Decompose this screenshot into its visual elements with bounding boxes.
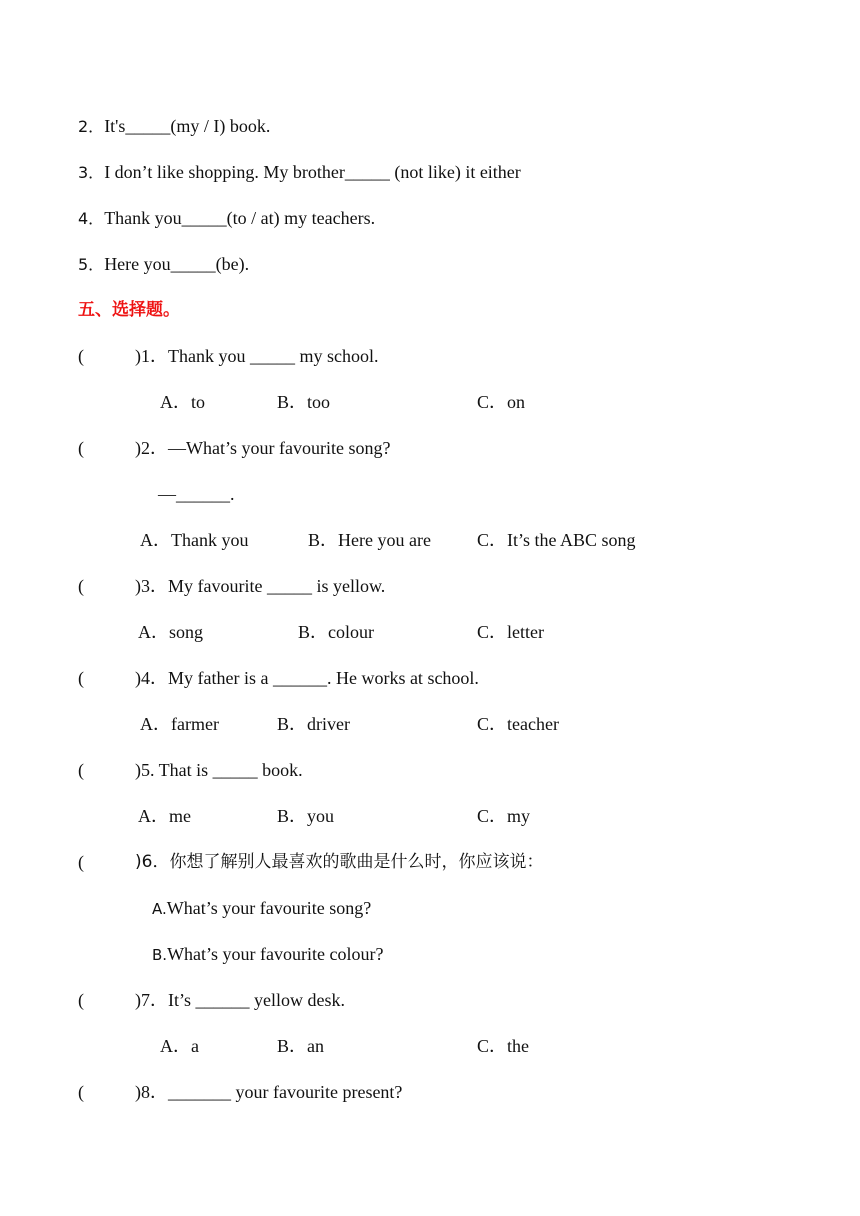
option-b: B．too xyxy=(277,392,331,412)
option-b: B．you xyxy=(277,806,335,826)
section-title: 五、选择题。 xyxy=(78,300,180,320)
option-a: A．a xyxy=(160,1036,199,1056)
option-text: What’s your favourite song? xyxy=(166,898,372,918)
question-8: )8．_______ your favourite present? xyxy=(135,1082,403,1102)
fill-item-2 xyxy=(78,114,270,139)
fill-item-3 xyxy=(78,160,521,185)
answer-paren-open: ( xyxy=(78,852,84,872)
question-7: )7．It’s ______ yellow desk. xyxy=(135,990,345,1010)
option-c: C．letter xyxy=(477,622,544,642)
answer-paren-open: ( xyxy=(78,760,84,780)
question-3: )3．My favourite _____ is yellow. xyxy=(135,576,386,596)
item-text: Here you_____(be). xyxy=(104,254,250,274)
item-text: I don’t like shopping. My brother_____ (not like) it either xyxy=(104,162,521,182)
option-a xyxy=(152,896,371,921)
option-a: A．farmer xyxy=(140,714,219,734)
question-5: )5. That is _____ book. xyxy=(135,760,303,780)
item-number: 5． xyxy=(78,255,105,274)
answer-paren-open: ( xyxy=(78,668,84,688)
option-a: A．to xyxy=(160,392,205,412)
item-number: 4． xyxy=(78,209,105,228)
option-b xyxy=(152,942,383,967)
option-letter: B. xyxy=(152,946,168,964)
option-b: B．driver xyxy=(277,714,350,734)
answer-paren-open: ( xyxy=(78,990,84,1010)
option-b: B．an xyxy=(277,1036,324,1056)
answer-paren-open: ( xyxy=(78,1082,84,1102)
option-c: C．It’s the ABC song xyxy=(477,530,636,550)
question-6 xyxy=(135,850,543,874)
option-c: C．my xyxy=(477,806,531,826)
option-c: C．on xyxy=(477,392,526,412)
option-c: C．teacher xyxy=(477,714,559,734)
option-b: B．Here you are xyxy=(308,530,431,550)
item-number: 2． xyxy=(78,117,105,136)
option-c: C．the xyxy=(477,1036,529,1056)
item-number: 3． xyxy=(78,163,105,182)
question-4: )4．My father is a ______. He works at school. xyxy=(135,668,479,688)
option-a: A．Thank you xyxy=(140,530,249,550)
answer-paren-open: ( xyxy=(78,576,84,596)
fill-item-4 xyxy=(78,206,375,231)
option-a: A．song xyxy=(138,622,204,642)
option-b: B．colour xyxy=(298,622,374,642)
item-text: It's_____(my / I) book. xyxy=(104,116,271,136)
item-text: Thank you_____(to / at) my teachers. xyxy=(104,208,376,228)
question-1: )1．Thank you _____ my school. xyxy=(135,346,379,366)
answer-line: —______. xyxy=(158,484,235,504)
question-2: )2．—What’s your favourite song? xyxy=(135,438,391,458)
option-a: A．me xyxy=(138,806,191,826)
question-6-text: )6．你想了解别人最喜欢的歌曲是什么时，你应该说： xyxy=(135,852,544,872)
answer-paren-open: ( xyxy=(78,346,84,366)
answer-paren-open: ( xyxy=(78,438,84,458)
option-text: What’s your favourite colour? xyxy=(167,944,384,964)
option-letter: A. xyxy=(152,900,167,918)
fill-item-5 xyxy=(78,252,249,277)
